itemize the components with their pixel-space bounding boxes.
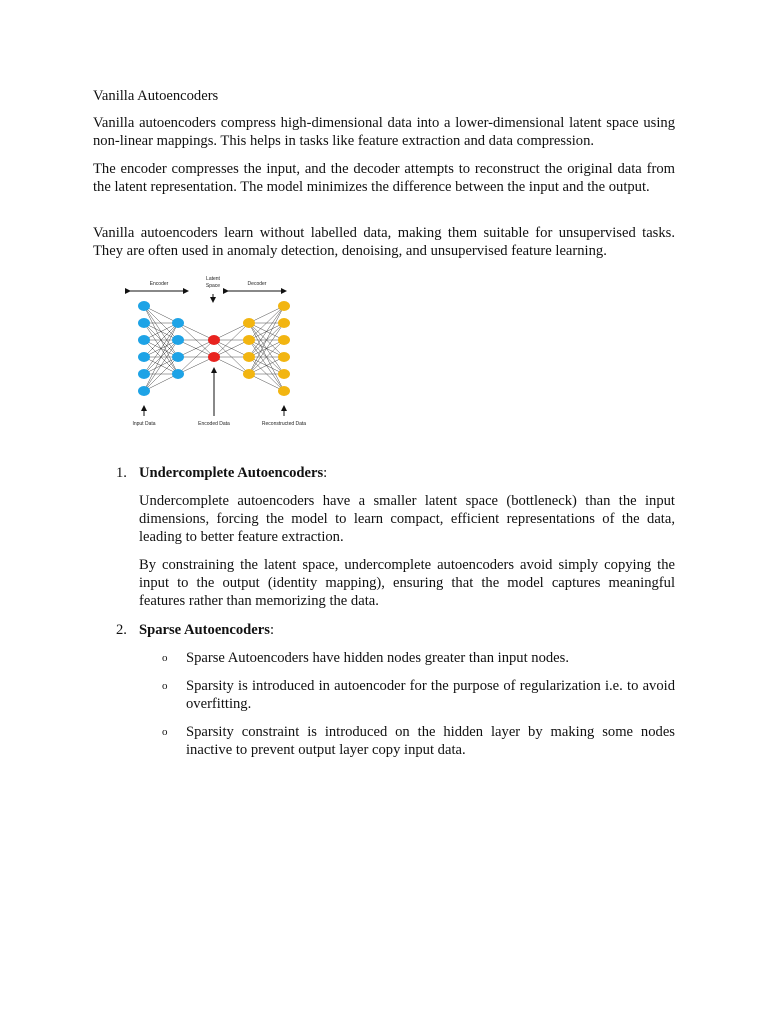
list-heading-sparse bbox=[139, 621, 675, 639]
section-title: Vanilla Autoencoders bbox=[93, 88, 219, 104]
decoder-node bbox=[243, 335, 255, 345]
encoded-data-label: Encoded Data bbox=[198, 421, 230, 427]
input-data-label: Input Data bbox=[132, 421, 156, 427]
heading-colon: : bbox=[323, 465, 328, 481]
encoder-node bbox=[172, 369, 184, 379]
reconstructed-data-label: Reconstructed Data bbox=[261, 421, 307, 427]
list-heading-undercomplete bbox=[139, 464, 675, 482]
paragraph-unsupervised: Vanilla autoencoders learn without labelled data, making them suitable for unsupervised tasks. They are often used in anomaly detection, denoising, and unsupervised feature learning. bbox=[93, 225, 675, 260]
latent-node bbox=[208, 335, 220, 345]
output-node bbox=[278, 301, 290, 311]
input-node bbox=[138, 318, 150, 328]
encoder-node bbox=[172, 352, 184, 362]
autoencoder-network-svg bbox=[116, 272, 324, 434]
input-node bbox=[138, 352, 150, 362]
undercomplete-paragraph-2: By constraining the latent space, undercomplete autoencoders avoid simply copying the input to the output (identity mapping), ensuring that the model captures meaningful features rather than memorizing the data. bbox=[139, 557, 675, 610]
network-edge bbox=[178, 323, 214, 340]
list-number-2: 2. bbox=[116, 622, 127, 638]
bullet-marker: o bbox=[162, 680, 168, 692]
network-edge bbox=[214, 357, 249, 374]
sparse-bullet-3: Sparsity constraint is introduced on the hidden layer by making some nodes inactive to prevent output layer copy input data. bbox=[186, 724, 675, 759]
decoder-label: Decoder bbox=[247, 281, 267, 287]
sparse-bullet-1: Sparse Autoencoders have hidden nodes greater than input nodes. bbox=[186, 650, 569, 666]
undercomplete-paragraph-1: Undercomplete autoencoders have a smaller latent space (bottleneck) than the input dimensions, forcing the model to learn compact, efficient representations of the data, leading to better feature extraction. bbox=[139, 493, 675, 546]
input-node bbox=[138, 386, 150, 396]
heading-colon: : bbox=[269, 622, 274, 638]
input-node bbox=[138, 335, 150, 345]
latent-label-line1: Latent bbox=[206, 276, 220, 282]
heading-text: Undercomplete Autoencoders bbox=[139, 465, 324, 481]
network-edge bbox=[214, 323, 249, 340]
output-node bbox=[278, 335, 290, 345]
output-node bbox=[278, 369, 290, 379]
latent-node bbox=[208, 352, 220, 362]
paragraph-intro: Vanilla autoencoders compress high-dimensional data into a lower-dimensional latent space using non-linear mappings. This helps in tasks like feature extraction and data compression. bbox=[93, 115, 675, 150]
input-node bbox=[138, 369, 150, 379]
decoder-node bbox=[243, 369, 255, 379]
encoder-node bbox=[172, 318, 184, 328]
heading-text: Sparse Autoencoders bbox=[139, 622, 270, 638]
network-edge bbox=[144, 340, 178, 391]
bullet-marker: o bbox=[162, 652, 168, 664]
output-node bbox=[278, 386, 290, 396]
decoder-node bbox=[243, 318, 255, 328]
list-number-1: 1. bbox=[116, 465, 127, 481]
latent-label-line2: Space bbox=[205, 283, 221, 289]
bullet-marker: o bbox=[162, 726, 168, 738]
network-edge bbox=[178, 357, 214, 374]
encoder-label: Encoder bbox=[149, 281, 169, 287]
output-node bbox=[278, 352, 290, 362]
input-node bbox=[138, 301, 150, 311]
paragraph-encoder-decoder: The encoder compresses the input, and the decoder attempts to reconstruct the original data from the latent representation. The model minimizes the difference between the input and the output. bbox=[93, 161, 675, 196]
network-edge bbox=[249, 374, 284, 391]
autoencoder-diagram bbox=[116, 272, 324, 434]
sparse-bullet-2: Sparsity is introduced in autoencoder for the purpose of regularization i.e. to avoid overfitting. bbox=[186, 678, 675, 713]
network-edge bbox=[249, 306, 284, 323]
encoder-node bbox=[172, 335, 184, 345]
output-node bbox=[278, 318, 290, 328]
decoder-node bbox=[243, 352, 255, 362]
network-edge bbox=[249, 306, 284, 357]
